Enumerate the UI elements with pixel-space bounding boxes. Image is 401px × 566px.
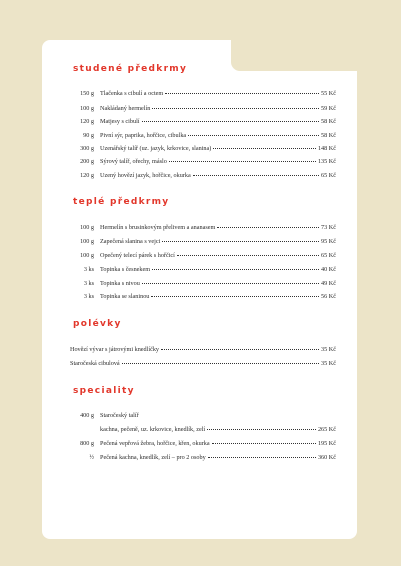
dot-leader [152,107,319,109]
dot-leader [213,147,316,149]
item-quantity: 200 g [80,158,94,165]
item-name: Sýrový talíř, ořechy, máslo [100,158,167,165]
item-quantity: 120 g [80,172,94,179]
item-name: Pivní sýr, paprika, hořčice, cibulka [100,132,187,139]
menu-item [70,345,336,355]
item-quantity: 800 g [80,440,94,447]
dot-leader [122,362,319,364]
item-name: Zapečená slanina s vejci [100,238,161,245]
menu-item [70,131,336,141]
menu-item [70,411,336,421]
dot-leader [188,134,319,136]
menu-item [70,265,336,275]
dot-leader [169,160,316,162]
section-title-specialties: speciality [73,386,135,396]
item-quantity: 100 g [80,238,94,245]
item-name: Uzenářský talíř (uz. jazyk, krkovice, slanina) [100,145,212,152]
dot-leader [162,240,319,242]
item-quantity: 300 g [80,145,94,152]
item-quantity: 100 g [80,224,94,231]
item-quantity: 100 g [80,252,94,259]
item-price: 65 Kč [321,172,336,179]
dot-leader [151,295,319,297]
item-price: 40 Kč [321,266,336,273]
menu-item [70,359,336,369]
item-quantity: 400 g [80,412,94,419]
item-name: Pečená kachna, knedlík, zelí – pro 2 osoby [100,454,206,461]
item-name: Opečený telecí párek s hořčicí [100,252,175,259]
dot-leader [177,254,319,256]
item-price: 35 Kč [321,346,336,353]
menu-item [70,425,336,435]
dot-leader [193,174,319,176]
item-price: 55 Kč [321,90,336,97]
item-name: Uzený hovězí jazyk, hořčice, okurka [100,172,191,179]
item-name: Topinka se slaninou [100,293,150,300]
item-name: Topinka s česnekem [100,266,151,273]
menu-item [70,144,336,154]
item-quantity: 3 ks [83,293,94,300]
menu-item [70,237,336,247]
item-quantity: ½ [89,454,94,461]
item-price: 65 Kč [321,252,336,259]
section-title-warm-starters: teplé předkrmy [73,197,170,207]
item-price: 95 Kč [321,238,336,245]
menu-item [70,171,336,181]
dot-leader [212,442,316,444]
menu-item [70,117,336,127]
item-quantity: 90 g [83,132,94,139]
item-price: 49 Kč [321,280,336,287]
dot-leader [217,226,319,228]
item-name: Hovězí vývar s játrovými knedlíčky [70,346,160,353]
item-price: 135 Kč [317,158,336,165]
item-quantity: 3 ks [83,280,94,287]
section-title-cold-starters: studené předkrmy [73,64,188,74]
dot-leader [207,428,316,430]
item-name: kachna, pečeně, uz. krkovice, knedlík, zelí [100,426,206,433]
item-quantity: 120 g [80,118,94,125]
menu-item [70,104,336,114]
item-name: Staročeský talíř [100,412,139,419]
item-name: Matjesy s cibulí [100,118,140,125]
item-price: 59 Kč [321,105,336,112]
menu-item [70,279,336,289]
item-name: Nakládaný hermelín [100,105,151,112]
item-price: 58 Kč [321,132,336,139]
dot-leader [161,348,319,350]
item-price: 58 Kč [321,118,336,125]
menu-item [70,439,336,449]
menu-item [70,453,336,463]
dot-leader [142,282,319,284]
item-price: 360 Kč [317,454,336,461]
item-price: 73 Kč [321,224,336,231]
item-quantity: 100 g [80,105,94,112]
menu-item [70,292,336,302]
dot-leader [165,92,319,94]
item-quantity: 150 g [80,90,94,97]
dot-leader [152,268,319,270]
item-name: Topinka s nivou [100,280,140,287]
item-quantity: 3 ks [83,266,94,273]
menu-item [70,157,336,167]
item-name: Hermelín s brusinkovým přelivem a ananasem [100,224,216,231]
menu-item [70,251,336,261]
item-price: 265 Kč [317,426,336,433]
item-name: Pečená vepřová žebra, hořčice, křen, okurka [100,440,210,447]
dot-leader [208,456,316,458]
item-name: Tlačenka s cibulí a octem [100,90,164,97]
menu-item [70,89,336,99]
dot-leader [142,120,320,122]
section-title-soups: polévky [73,319,122,329]
item-price: 56 Kč [321,293,336,300]
item-name: Staročeská cibulová [70,360,120,367]
menu-item [70,223,336,233]
item-price: 148 Kč [317,145,336,152]
item-price: 35 Kč [321,360,336,367]
item-price: 195 Kč [317,440,336,447]
